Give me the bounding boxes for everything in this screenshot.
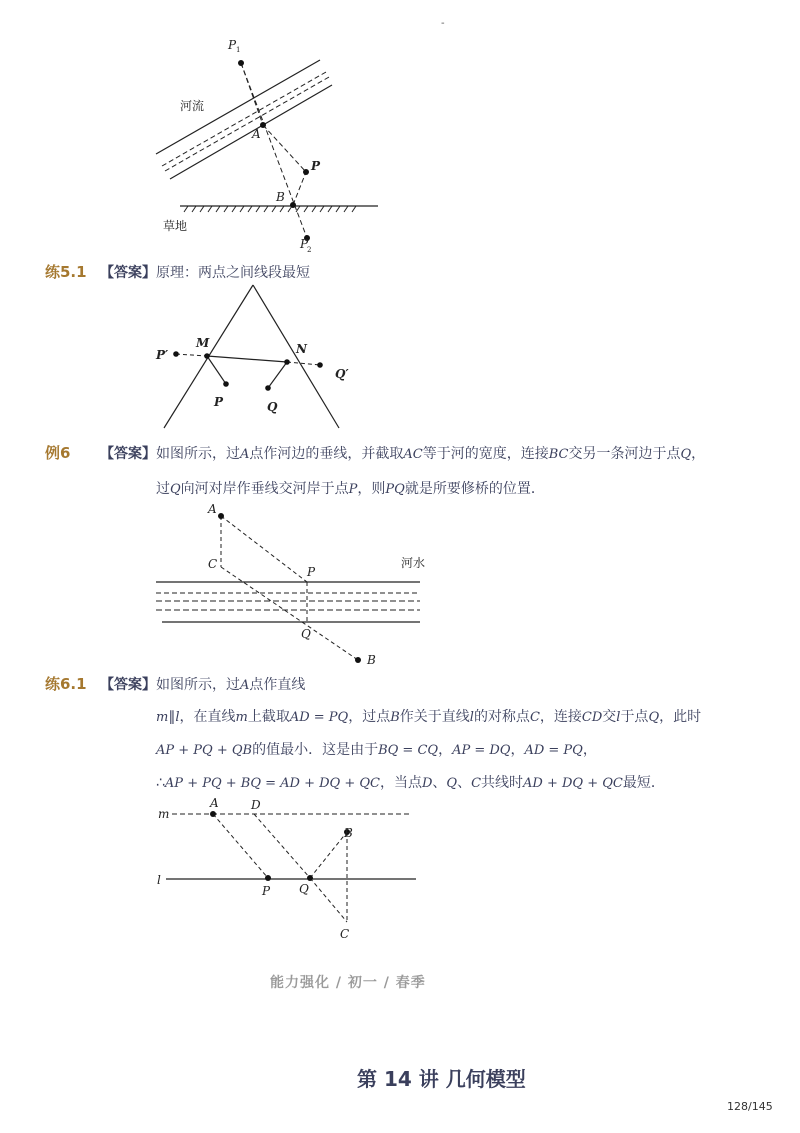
label-m: m <box>158 807 170 821</box>
label-a: A <box>210 796 219 810</box>
example-6-line-2: 过Q向河对岸作垂线交河岸于点P，则PQ就是所要修桥的位置． <box>156 481 545 497</box>
label-river: 河流 <box>180 99 205 113</box>
figure-bridge <box>150 500 440 672</box>
figure-lines-m-l <box>150 795 425 945</box>
label-a: A <box>252 127 261 141</box>
exercise-6-1-answer: 【答案】 <box>100 677 156 693</box>
label-p: P <box>311 159 321 173</box>
label-m: M <box>196 336 210 350</box>
label-q: Q <box>301 627 311 641</box>
exercise-6-1-line-1: m∥l，在直线m上截取AD = PQ，过点B作关于直线l的对称点C，连接CD交l于点Q，此时 <box>156 709 702 725</box>
label-c: C <box>208 557 218 571</box>
figure-angle-mn <box>150 280 360 430</box>
label-grass: 草地 <box>163 219 188 233</box>
header-mark: - <box>441 18 445 29</box>
example-6-label: 例6 <box>45 444 71 462</box>
label-n: N <box>296 342 307 356</box>
exercise-5-1-text: 原理：两点之间线段最短 <box>156 265 310 281</box>
example-6-answer: 【答案】 <box>100 446 156 462</box>
label-p: P <box>307 565 316 579</box>
label-p: P <box>214 395 224 409</box>
exercise-6-1-line-3: ∴AP + PQ + BQ = AD + DQ + QC，当点D、Q、C共线时AD + DQ + QC最短． <box>156 775 665 791</box>
chapter-title: 第 14 讲 几何模型 <box>357 1067 526 1091</box>
label-a: A <box>208 502 217 516</box>
label-p: P <box>262 884 271 898</box>
label-p2-sub: 2 <box>307 246 312 254</box>
label-d: D <box>251 798 261 812</box>
page-number: 128/145 <box>727 1100 773 1113</box>
label-q: Q <box>267 400 278 414</box>
exercise-5-1-label: 练5.1 <box>45 263 87 281</box>
label-q-prime: Q′ <box>335 367 349 381</box>
label-l: l <box>157 873 161 887</box>
label-p1: P <box>228 38 237 52</box>
footer-course: 能力强化 / 初一 / 春季 <box>270 975 426 991</box>
exercise-5-1-answer: 【答案】 <box>100 265 156 281</box>
label-p1-sub: 1 <box>236 46 241 54</box>
exercise-6-1-line-2: AP + PQ + QB的值最小．这是由于BQ = CQ，AP = DQ，AD = PQ， <box>156 742 597 758</box>
label-b: B <box>344 826 353 840</box>
label-q: Q <box>299 882 309 896</box>
label-c: C <box>340 927 350 941</box>
label-p-prime: P′ <box>156 348 169 362</box>
figure-river-grass <box>150 34 390 256</box>
label-b: B <box>367 653 376 667</box>
label-p2: P <box>300 237 309 251</box>
label-water: 河水 <box>401 556 426 570</box>
example-6-line-1: 如图所示，过A点作河边的垂线，并截取AC等于河的宽度，连接BC交另一条河边于点Q， <box>156 446 706 462</box>
label-b: B <box>276 190 285 204</box>
exercise-6-1-label: 练6.1 <box>45 675 87 693</box>
exercise-6-1-line-0: 如图所示，过A点作直线 <box>156 677 306 693</box>
